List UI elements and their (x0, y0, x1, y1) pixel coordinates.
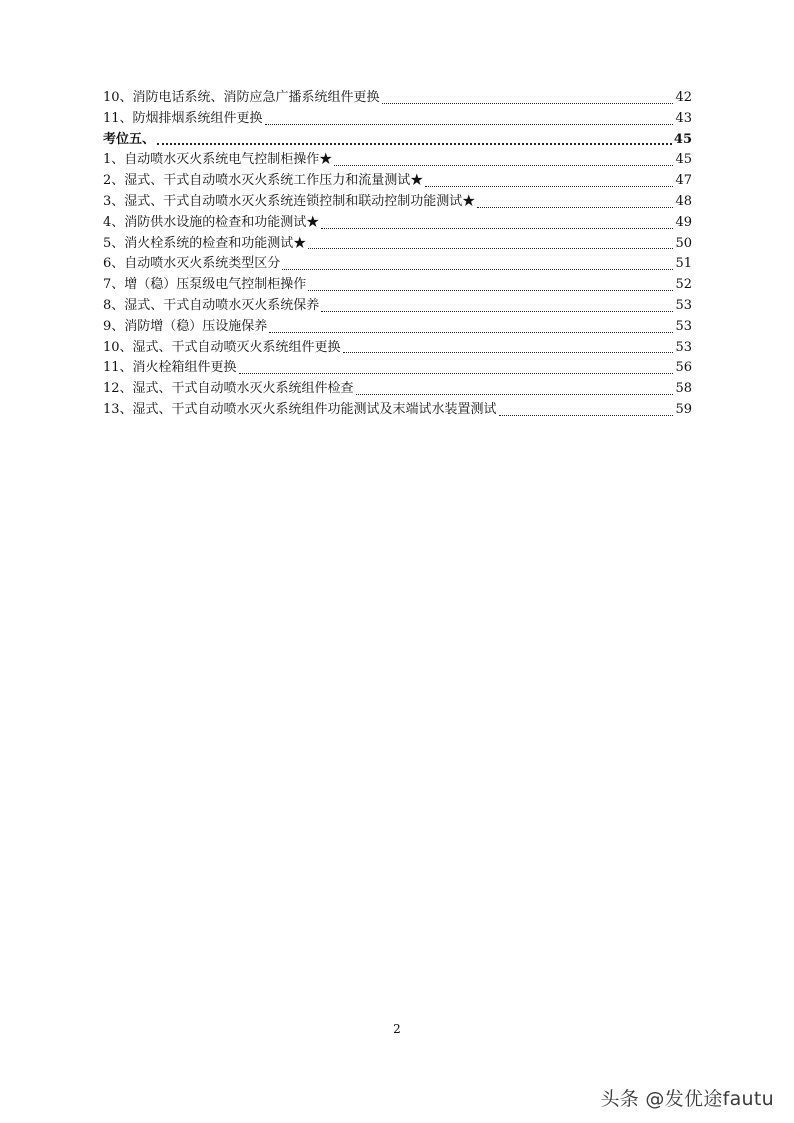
toc-entry-row[interactable] (103, 109, 692, 130)
toc-entry-page: 49 (675, 214, 692, 230)
toc-entry-title: 考位五、 (103, 131, 156, 147)
toc-dot-leader (321, 228, 673, 229)
toc-entry-page: 45 (673, 131, 692, 147)
toc-entry-title: 5、消火栓系统的检查和功能测试★ (103, 235, 307, 251)
toc-entry-row[interactable] (103, 379, 692, 400)
toc-entry-title: 10、湿式、干式自动喷灭火系统组件更换 (103, 339, 341, 355)
toc-entry-page: 47 (675, 173, 692, 189)
toc-dot-leader (499, 415, 674, 416)
toc-entry-title: 7、增（稳）压泵级电气控制柜操作 (103, 277, 307, 293)
watermark-text: 头条 @发优途fautu (600, 1088, 774, 1110)
toc-entry-row[interactable] (103, 213, 692, 234)
toc-entry-row[interactable] (103, 150, 692, 171)
toc-dot-leader (356, 394, 674, 395)
toc-heading-row[interactable] (103, 130, 692, 151)
table-of-contents (103, 88, 692, 421)
toc-entry-row[interactable] (103, 317, 692, 338)
toc-entry-title: 6、自动喷水灭火系统类型区分 (103, 256, 281, 272)
toc-dot-leader (282, 269, 673, 270)
toc-entry-title: 8、湿式、干式自动喷水灭火系统保养 (103, 297, 320, 313)
toc-dot-leader (308, 290, 673, 291)
toc-dot-leader (269, 332, 673, 333)
toc-entry-title: 9、消防增（稳）压设施保养 (103, 318, 268, 334)
toc-entry-page: 56 (675, 360, 692, 376)
toc-entry-title: 11、消火栓箱组件更换 (103, 360, 237, 376)
toc-dot-leader (321, 311, 673, 312)
toc-entry-page: 45 (675, 152, 692, 168)
toc-dot-leader (265, 124, 674, 125)
toc-entry-page: 50 (675, 235, 692, 251)
toc-entry-page: 59 (675, 401, 692, 417)
toc-dot-leader (477, 207, 673, 208)
toc-entry-page: 58 (675, 381, 692, 397)
toc-entry-title: 10、消防电话系统、消防应急广播系统组件更换 (103, 90, 380, 105)
toc-entry-page: 53 (675, 339, 692, 355)
toc-entry-row[interactable] (103, 171, 692, 192)
toc-dot-leader (425, 186, 673, 187)
toc-dot-leader (157, 143, 672, 145)
toc-entry-row[interactable] (103, 358, 692, 379)
toc-dot-leader (382, 103, 674, 104)
toc-entry-page: 42 (675, 90, 692, 105)
toc-entry-title: 2、湿式、干式自动喷水灭火系统工作压力和流量测试★ (103, 173, 424, 189)
toc-entry-page: 53 (675, 297, 692, 313)
toc-entry-title: 4、消防供水设施的检查和功能测试★ (103, 214, 320, 230)
toc-dot-leader (239, 373, 674, 374)
toc-entry-title: 1、自动喷水灭火系统电气控制柜操作★ (103, 152, 333, 168)
toc-entry-page: 52 (675, 277, 692, 293)
toc-dot-leader (334, 165, 673, 166)
toc-entry-row[interactable] (103, 88, 692, 109)
toc-entry-row[interactable] (103, 400, 692, 421)
toc-dot-leader (308, 248, 673, 249)
toc-entry-row[interactable] (103, 296, 692, 317)
toc-entry-title: 3、湿式、干式自动喷水灭火系统连锁控制和联动控制功能测试★ (103, 193, 476, 209)
toc-entry-page: 48 (675, 193, 692, 209)
toc-entry-row[interactable] (103, 338, 692, 359)
toc-entry-row[interactable] (103, 254, 692, 275)
toc-entry-page: 53 (675, 318, 692, 334)
toc-dot-leader (343, 352, 674, 353)
toc-entry-row[interactable] (103, 192, 692, 213)
toc-entry-title: 13、湿式、干式自动喷水灭火系统组件功能测试及末端试水装置测试 (103, 401, 497, 417)
toc-entry-title: 11、防烟排烟系统组件更换 (103, 110, 263, 126)
toc-entry-page: 43 (675, 110, 692, 126)
toc-entry-title: 12、湿式、干式自动喷水灭火系统组件检查 (103, 381, 354, 397)
toc-entry-row[interactable] (103, 275, 692, 296)
page-number: 2 (393, 1022, 401, 1036)
toc-entry-row[interactable] (103, 234, 692, 255)
toc-entry-page: 51 (675, 256, 692, 272)
